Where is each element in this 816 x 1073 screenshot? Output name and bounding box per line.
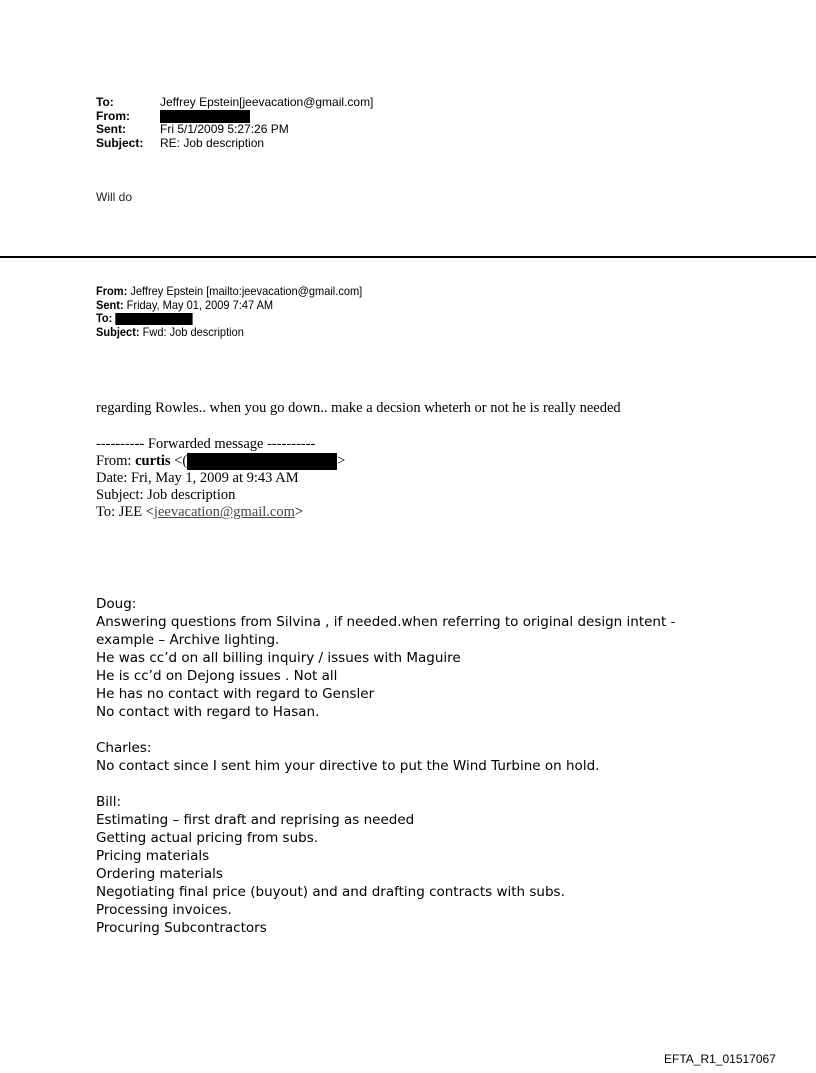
bill-line: Ordering materials bbox=[96, 866, 223, 882]
forward-subject: Subject: Job description bbox=[96, 487, 236, 504]
doug-line: example – Archive lighting. bbox=[96, 632, 280, 648]
from-row bbox=[96, 285, 362, 299]
redaction-box bbox=[115, 313, 192, 325]
bill-line: Pricing materials bbox=[96, 848, 210, 864]
bill-line: Processing invoices. bbox=[96, 902, 232, 918]
email-body-2: regarding Rowles.. when you go down.. make a decsion wheterh or not he is really needed bbox=[96, 400, 621, 416]
forward-to-prefix: To: JEE < bbox=[96, 504, 154, 521]
subject-row bbox=[96, 137, 373, 151]
subject-row bbox=[96, 326, 362, 340]
forward-to-email-link[interactable]: jeevacation@gmail.com bbox=[153, 504, 295, 521]
email-header-2 bbox=[96, 285, 362, 339]
subject-value: RE: Job description bbox=[160, 135, 265, 150]
to-row bbox=[96, 312, 362, 326]
subject-label: Subject: bbox=[96, 324, 140, 339]
doug-line: He was cc’d on all billing inquiry / issues with Maguire bbox=[96, 650, 461, 666]
spacer bbox=[96, 721, 796, 739]
from-value: Jeffrey Epstein [mailto:jeevacation@gmail.com] bbox=[127, 284, 363, 298]
forward-divider: ---------- Forwarded message ---------- bbox=[96, 436, 316, 452]
redaction-box bbox=[160, 110, 250, 123]
to-label: To: bbox=[96, 95, 114, 109]
email-header-1 bbox=[96, 96, 373, 150]
bill-line: Procuring Subcontractors bbox=[96, 920, 267, 936]
bill-line: Negotiating final price (buyout) and and drafting contracts with subs. bbox=[96, 884, 565, 900]
forward-from-open: <( bbox=[170, 453, 188, 469]
sent-value: Fri 5/1/2009 5:27:26 PM bbox=[160, 122, 289, 136]
doug-line: He is cc’d on Dejong issues . Not all bbox=[96, 668, 338, 684]
spacer bbox=[96, 775, 796, 793]
doug-line: He has no contact with regard to Gensler bbox=[96, 686, 375, 702]
forward-date: Date: Fri, May 1, 2009 at 9:43 AM bbox=[96, 470, 299, 487]
subject-label: Subject: bbox=[96, 135, 144, 150]
sent-value: Friday, May 01, 2009 7:47 AM bbox=[123, 297, 274, 312]
sent-label: Sent: bbox=[96, 122, 126, 136]
forwarded-message bbox=[96, 436, 345, 521]
forward-to-row bbox=[96, 504, 345, 521]
document-id: EFTA_R1_01517067 bbox=[664, 1052, 776, 1066]
sent-row bbox=[96, 123, 373, 137]
doug-line: No contact with regard to Hasan. bbox=[96, 704, 320, 720]
forward-from-row bbox=[96, 453, 345, 470]
forward-from-prefix: From: bbox=[96, 453, 136, 469]
from-row bbox=[96, 110, 373, 124]
sent-row bbox=[96, 299, 362, 313]
doug-line: Answering questions from Silvina , if needed.when referring to original design intent - bbox=[96, 614, 676, 630]
email-body-1: Will do bbox=[96, 190, 133, 204]
bill-heading: Bill: bbox=[96, 794, 122, 810]
to-value: Jeffrey Epstein[jeevacation@gmail.com] bbox=[160, 95, 374, 109]
subject-value: Fwd: Job description bbox=[139, 324, 244, 339]
doug-heading: Doug: bbox=[96, 596, 137, 612]
from-label: From: bbox=[96, 284, 128, 298]
charles-line: No contact since I sent him your directive to put the Wind Turbine on hold. bbox=[96, 758, 600, 774]
to-label: To: bbox=[96, 311, 113, 325]
sent-label: Sent: bbox=[96, 297, 124, 312]
from-label: From: bbox=[96, 108, 130, 123]
to-row bbox=[96, 96, 373, 110]
redaction-box bbox=[187, 453, 337, 470]
divider-line bbox=[0, 256, 816, 258]
job-description bbox=[96, 595, 796, 937]
bill-line: Getting actual pricing from subs. bbox=[96, 830, 319, 846]
forward-from-close: > bbox=[337, 453, 346, 469]
forward-from-name: curtis bbox=[135, 453, 171, 469]
charles-heading: Charles: bbox=[96, 740, 152, 756]
forward-to-suffix: > bbox=[294, 504, 304, 521]
bill-line: Estimating – first draft and reprising as needed bbox=[96, 812, 415, 828]
